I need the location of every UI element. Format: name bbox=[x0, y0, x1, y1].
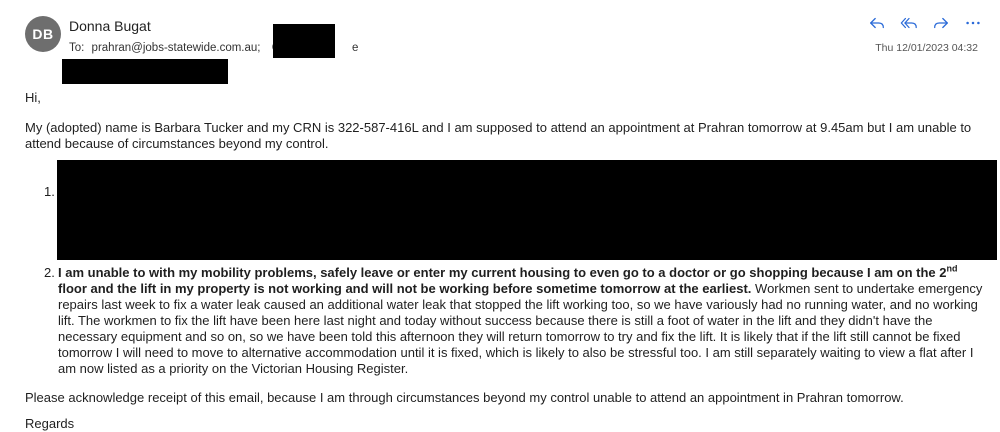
reply-button[interactable] bbox=[868, 14, 886, 32]
more-icon bbox=[964, 14, 982, 32]
message-actions bbox=[868, 14, 982, 32]
paragraph: Please acknowledge receipt of this email, because I am through circumstances beyond my control unable to attend an appointment in Prahran tomorrow. bbox=[25, 390, 904, 405]
redaction-block bbox=[57, 160, 997, 260]
forward-button[interactable] bbox=[932, 14, 950, 32]
paragraph: My (adopted) name is Barbara Tucker and my CRN is 322-587-416L and I am supposed to attend an appointment at Prahran tomorrow at 9.45am but I am unable to attend because of circumstances beyond my control. bbox=[25, 120, 972, 151]
avatar[interactable]: DB bbox=[25, 16, 61, 52]
message-body bbox=[25, 90, 985, 432]
item-detail: Workmen sent to undertake emergency repairs last week to fix a water leak caused an additional water leak that stopped the lift working too, so we have variously had no running water, and no working lift. The workmen to fix the lift have been here last night and today without success because there is still a foot of water in the lift and they didn't have the necessary equipment and so on, so we have been told this afternoon they will return tomorrow to try and fix the lift. It is likely that if the lift still cannot be fixed tomorrow I will need to move to alternative accommodation until it is fixed, which is likely to also be stressful too. I am still separately waiting to view a flat after I am now listed as a priority on the Victorian Housing Register. bbox=[58, 281, 983, 376]
list-number: 2. bbox=[44, 265, 55, 280]
closing: Regards bbox=[25, 416, 75, 431]
to-address[interactable]: prahran@jobs-statewide.com.au; bbox=[91, 42, 261, 54]
cc-address-fragment[interactable]: e bbox=[352, 42, 359, 54]
bold-statement: I am unable to with my mobility problems, safely leave or enter my current housing to even go to a doctor or go shopping because I am on the 2nd floor and the lift in my property is not working and will not be working before sometime tomorrow at the earliest. bbox=[58, 263, 958, 296]
forward-icon bbox=[932, 14, 950, 32]
reply-all-button[interactable] bbox=[900, 14, 918, 32]
message-date: Thu 12/01/2023 04:32 bbox=[875, 42, 978, 54]
greeting: Hi, bbox=[25, 90, 41, 105]
message-header bbox=[0, 0, 1000, 90]
reply-icon bbox=[868, 14, 886, 32]
redaction-block bbox=[273, 24, 335, 58]
list-number: 1. bbox=[44, 184, 55, 199]
numbered-list bbox=[25, 160, 985, 377]
list-item bbox=[25, 160, 985, 260]
list-item bbox=[25, 265, 985, 377]
redaction-block bbox=[62, 59, 228, 84]
sender-name[interactable]: Donna Bugat bbox=[69, 18, 151, 34]
more-options-button[interactable] bbox=[964, 14, 982, 32]
to-label: To: bbox=[69, 42, 85, 54]
reply-all-icon bbox=[900, 14, 918, 32]
